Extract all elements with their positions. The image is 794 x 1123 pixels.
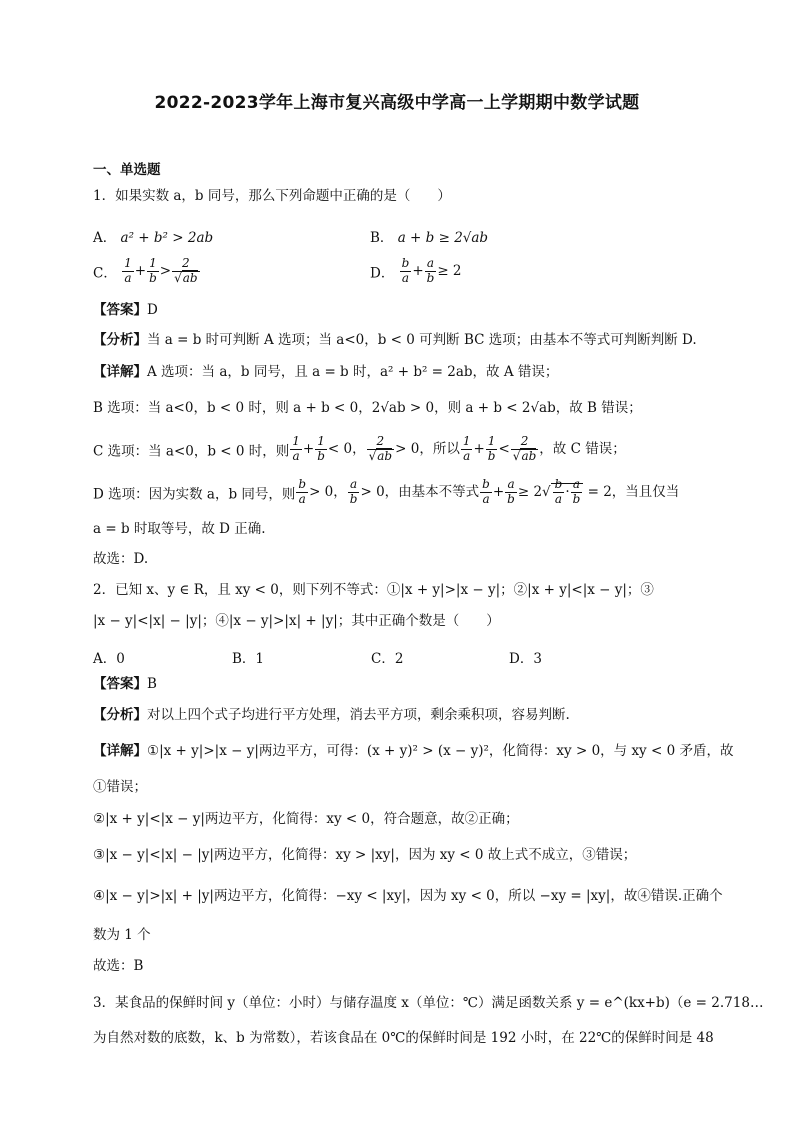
q2-stem-line2: |x − y|<|x| − |y|；④|x − y|>|x| + |y|；其中正确个数是（ ） [93, 613, 500, 629]
q1-option-b-text: a + b ≥ 2√ab [397, 230, 489, 246]
q1-option-d-frac1: $\frac{b}{a}$ [401, 256, 410, 285]
analysis-label: 【分析】 [93, 332, 147, 348]
q1-detail-d-frac2: $\frac{a}{b}$ [349, 477, 358, 506]
q1-detail-d-frac5: $\frac{b}{a}$ [554, 477, 563, 506]
q1-detail-d-frac1: $\frac{b}{a}$ [298, 477, 307, 506]
q1-analysis-text: 当 a = b 时可判断 A 选项；当 a<0，b < 0 可判断 BC 选项；由基本不等式可判断判断 D. [147, 332, 697, 348]
q1-detail-a [93, 366, 558, 380]
q1-detail-c: C 选项：当 a<0，b < 0 时，则 $\frac{1}{a}$ + $\frac{1}{b}$ < 0， $\frac{2}{√ab}$ > 0，所以 $\frac{1}{a}$ + $\frac{1}{b}$ < $\frac{2}{√ab}$ ，故 C 错误； [93, 434, 626, 463]
q1-option-a-label: A． [93, 230, 117, 246]
q2-detail-2: ②|x + y|<|x − y|两边平方，化简得：xy < 0，符合题意，故②正确； [93, 811, 519, 827]
q3-stem-line2: 为自然对数的底数，k、b 为常数），若该食品在 0℃的保鲜时间是 192 小时，在 22℃的保鲜时间是 48 [93, 1030, 714, 1046]
q2-answer-value: B [147, 676, 157, 692]
q1-detail-b: B 选项：当 a<0，b < 0 时，则 a + b < 0，2√ab > 0，则 a + b < 2√ab，故 B 错误； [93, 400, 642, 416]
q2-option-d[interactable]: D．3 [509, 651, 542, 667]
q1-option-b[interactable] [370, 226, 488, 246]
q1-detail-c-frac1: $\frac{1}{a}$ [292, 434, 300, 463]
q2-choose: 故选：B [93, 958, 144, 974]
analysis-label: 【分析】 [93, 707, 147, 723]
q1-option-d-label: D． [370, 265, 395, 282]
q1-detail-c-frac3: $\frac{2}{√ab}$ [368, 434, 393, 463]
q1-option-c-frac3: $\frac{2}{√ab}$ [174, 256, 198, 285]
q1-detail-c-frac5: $\frac{1}{b}$ [487, 434, 496, 463]
q2-analysis-text: 对以上四个式子均进行平方处理，消去平方项，剩余乘积项，容易判断. [147, 707, 570, 723]
q1-option-c-frac1: $\frac{1}{a}$ [124, 256, 132, 285]
q2-option-c[interactable]: C．2 [371, 651, 404, 667]
q1-detail-d-frac6: $\frac{a}{b}$ [572, 477, 581, 506]
q1-option-d-frac2: $\frac{a}{b}$ [426, 256, 435, 285]
detail-label: 【详解】 [93, 743, 147, 759]
q1-detail-c-frac4: $\frac{1}{a}$ [462, 434, 471, 463]
q3-stem-line1: 3．某食品的保鲜时间 y（单位：小时）与储存温度 x（单位：℃）满足函数关系 y = e^(kx+b)（e = 2.718… [93, 995, 764, 1011]
q1-answer [93, 304, 158, 318]
q1-option-c-label: C． [93, 265, 117, 282]
q1-option-c[interactable]: C． $\frac{1}{a}$ + $\frac{1}{b}$ > $\frac{2}{√ab}$ [93, 256, 198, 285]
q2-stem-line1: 2．已知 x、y ∈ R，且 xy < 0，则下列不等式：①|x + y|>|x − y|；②|x + y|<|x − y|；③ [93, 582, 654, 598]
q1-detail-c-frac6: $\frac{2}{√ab}$ [512, 434, 537, 463]
q2-detail-4b: 数为 1 个 [93, 927, 151, 943]
q1-detail-a-text: A 选项：当 a，b 同号，且 a = b 时，a² + b² = 2ab，故 A 错误； [147, 364, 559, 380]
q2-detail-1a-text: ①|x + y|>|x − y|两边平方，可得：(x + y)² > (x − y)²，化简得：xy > 0，与 xy < 0 矛盾，故 [147, 743, 734, 759]
answer-label: 【答案】 [93, 676, 147, 692]
q1-detail-d-frac3: $\frac{b}{a}$ [482, 477, 490, 506]
q2-answer [93, 678, 157, 692]
q1-detail-d2: a = b 时取等号，故 D 正确. [93, 521, 266, 537]
q1-stem: 1．如果实数 a，b 同号，那么下列命题中正确的是（ ） [93, 188, 451, 204]
section-heading: 一、单选题 [93, 162, 161, 178]
q1-option-c-frac2: $\frac{1}{b}$ [149, 256, 157, 285]
q1-detail-d: D 选项：因为实数 a，b 同号，则 $\frac{b}{a}$ > 0， $\frac{a}{b}$ > 0，由基本不等式 $\frac{b}{a}$ + $\frac{a}{b}$ ≥ 2√ $\frac{b}{a}$ · $\frac{a}{b}$ = 2，当且仅当 [93, 477, 680, 506]
q1-option-a-text: a² + b² > 2ab [120, 230, 214, 246]
q1-analysis [93, 334, 697, 348]
q2-option-b[interactable]: B．1 [232, 651, 265, 667]
q1-detail-d-frac4: $\frac{a}{b}$ [507, 477, 515, 506]
detail-label: 【详解】 [93, 364, 147, 380]
q2-detail-3: ③|x − y|<|x| − |y|两边平方，化简得：xy > |xy|，因为 xy < 0 故上式不成立，③错误； [93, 847, 637, 863]
answer-label: 【答案】 [93, 302, 147, 318]
q2-detail-1a [93, 745, 733, 759]
q1-option-b-label: B． [370, 230, 394, 246]
q1-detail-d-text: D 选项：因为实数 a，b 同号，则 [93, 486, 296, 503]
q1-choose: 故选：D. [93, 551, 149, 567]
q1-answer-value: D [147, 302, 158, 318]
q2-analysis [93, 709, 570, 723]
q2-detail-4a: ④|x − y|>|x| + |y|两边平方，化简得：−xy < |xy|，因为 xy < 0，所以 −xy = |xy|，故④错误.正确个 [93, 888, 723, 904]
q1-option-d[interactable]: D． $\frac{b}{a}$ + $\frac{a}{b}$ ≥ 2 [370, 256, 462, 285]
q2-detail-1b: ①错误； [93, 779, 147, 795]
page-title: 2022-2023学年上海市复兴高级中学高一上学期期中数学试题 [154, 93, 640, 113]
q1-detail-c-frac2: $\frac{1}{b}$ [317, 434, 325, 463]
q2-option-a[interactable]: A．0 [93, 651, 125, 667]
q1-detail-c-text: C 选项：当 a<0，b < 0 时，则 [93, 443, 290, 460]
q1-option-a[interactable] [93, 226, 213, 246]
